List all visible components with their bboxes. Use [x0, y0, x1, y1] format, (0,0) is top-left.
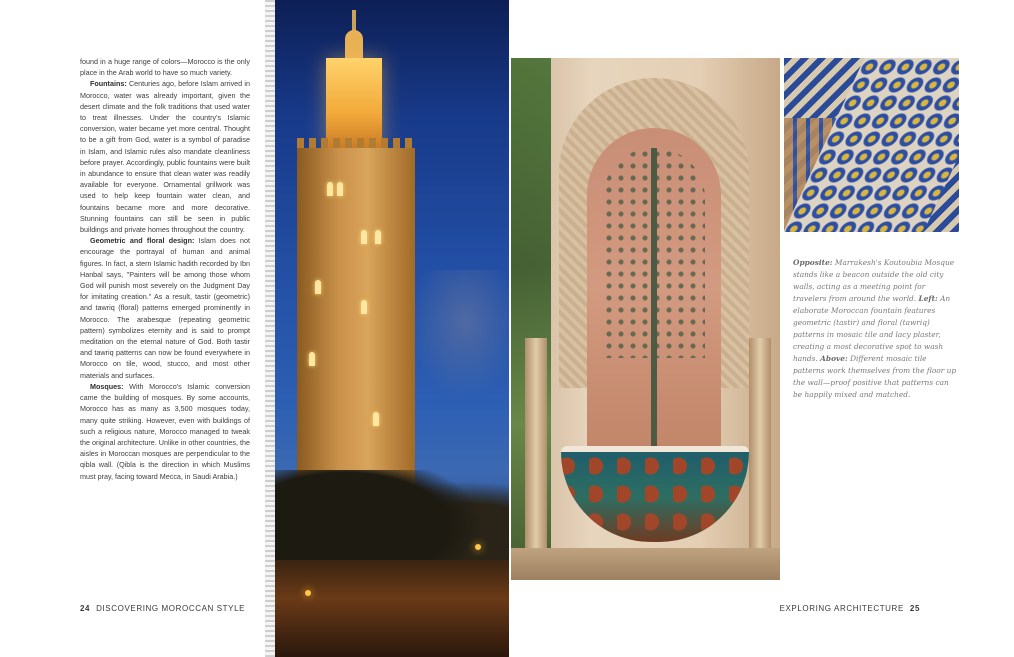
tower-dome	[345, 30, 363, 60]
tower-window	[309, 352, 315, 366]
caption-label-opposite: Opposite:	[793, 258, 833, 267]
plaza-ground	[275, 560, 509, 657]
left-running-title: DISCOVERING MOROCCAN STYLE	[96, 604, 246, 613]
tower-window	[315, 280, 321, 294]
fountains-body: Centuries ago, before Islam arrived in Morocco, water was already important, given the desert climate and the folk traditions that used water to treat illnesses. Under the country's Islamic conversion, water became yet more central. Thought to be a gift from God, water is a symbol of paradise in Islam, and Islamic rules also mandate cleanliness before prayer. Accordingly, public fountains were built in abundance to ensure that clean water was readily available for everyone. Ornamental grillwork was used to help keep fountain water clean, and fountains became more and more decorative. Stunning fountains can still be seen in public buildings and private homes throughout the country.	[80, 79, 250, 235]
caption-text-left: An elaborate Moroccan fountain features geometric (tastir) and floral (tawriq) patterns in mosaic tile and lacy plaster, creating a most decorative spot to wash hands.	[793, 294, 951, 363]
right-folio	[780, 604, 920, 613]
left-column	[525, 338, 547, 558]
right-running-title: EXPLORING ARCHITECTURE	[779, 604, 904, 613]
mosques-heading: Mosques:	[90, 381, 124, 391]
clouds	[410, 270, 509, 400]
right-column	[749, 338, 771, 558]
design-heading: Geometric and floral design:	[90, 236, 195, 246]
spiral-binding	[265, 0, 275, 657]
mosaic-basin	[561, 446, 749, 542]
mosaic-stem	[651, 148, 657, 448]
moroccan-fountain-photo	[511, 58, 780, 580]
left-page-number: 24	[80, 604, 91, 613]
caption-label-left: Left:	[918, 294, 938, 303]
tower-window	[361, 300, 367, 314]
right-page-number: 25	[909, 604, 920, 613]
mosques-paragraph	[80, 381, 250, 482]
street-lamp	[305, 590, 311, 596]
mosques-body: With Morocco's Islamic conversion came the building of mosques. By some accounts, Morocco has as many as 3,500 mosques today, many quite striking. However, even with buildings of such a religious nature, Morocco managed to tweak the original architecture. Unlike in other countries, the aisles in Moroccan mosques are perpendicular to the qibla wall. (Qibla is the direction in which Muslims must pray, facing toward Mecca, in Saudi Arabia.)	[80, 381, 250, 481]
mosaic-tiles-photo	[784, 58, 959, 232]
tower-window	[337, 182, 343, 196]
tower-window	[327, 182, 333, 196]
body-text-column	[80, 56, 250, 482]
design-body: Islam does not encourage the portrayal of human and animal figures. In fact, a stern Islamic hadith recorded by Ibn Hanbal says, "Painters will be among those whom God will punish most severely on the Judgment Day for imitating creation." As a result, tastir (geometric) and tawriq (floral) patterns emerged prominently in Morocco. The arabesque (repeating geometric pattern) symbolizes eternity and is said to prompt meditation on the eternal nature of God. Both tastir and tawriq patterns can now be found everywhere in Morocco on tile, wood, stucco, and most other materials and surfaces.	[80, 236, 250, 380]
koutoubia-mosque-photo	[275, 0, 509, 657]
street-lamp	[475, 544, 481, 550]
caption-label-above: Above:	[820, 354, 848, 363]
design-paragraph	[80, 235, 250, 381]
tower-window	[373, 412, 379, 426]
tower-spire	[352, 10, 356, 32]
intro-paragraph: found in a huge range of colors—Morocco is the only place in the Arab world to have so much variety.	[80, 57, 250, 78]
left-folio	[80, 604, 245, 613]
fountain-floor	[511, 548, 780, 580]
tower-lantern	[326, 58, 382, 150]
fountains-heading: Fountains:	[90, 79, 127, 89]
caption-text-opposite: Marrakesh's Koutoubia Mosque stands like a beacon outside the old city walls, acting as a meeting point for travelers from around the world.	[793, 258, 955, 303]
tower-window	[361, 230, 367, 244]
photo-caption	[793, 257, 958, 401]
tower-window	[375, 230, 381, 244]
caption-text-above: Different mosaic tile patterns work themselves from the floor up the wall—proof positive that patterns can be happily mixed and matched.	[793, 354, 957, 399]
fountains-paragraph	[80, 78, 250, 235]
